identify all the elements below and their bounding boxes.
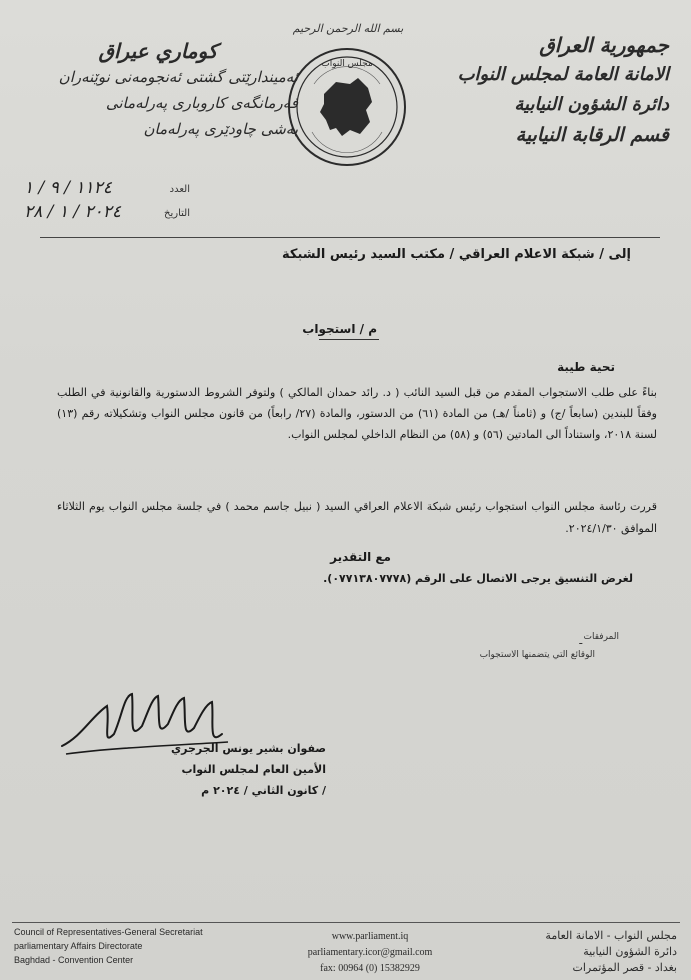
footer-fax: fax: 00964 (0) 15382929 [320, 963, 420, 974]
letterhead-line: قسم الرقابة النيابية [515, 124, 669, 146]
footer-english [14, 925, 274, 967]
attachments-label: المرفقات [583, 632, 619, 642]
letterhead-line: دائرة الشؤون النيابية [514, 94, 669, 115]
letterhead-line: جمهورية العراق [539, 33, 669, 57]
footer-line: بغداد - قصر المؤتمرات [572, 961, 677, 974]
letterhead-line: كوماري عيراق [98, 39, 218, 63]
letterhead-line: بەشی چاودێری پەرلەمان [143, 120, 298, 138]
number-label: العدد [169, 184, 190, 195]
signatory-name: صفوان بشير يونس الجرجري [171, 742, 326, 755]
footer-line: Baghdad - Convention Center [14, 955, 134, 965]
signatory-block [76, 738, 326, 801]
number-value: ١١٢٤ / ٩ / ١ [24, 178, 112, 198]
footer-email: parliamentary.icor@gmail.com [307, 947, 433, 958]
body-paragraph-2: قررت رئاسة مجلس النواب استجواب رئيس شبكة الاعلام العراقي السيد ( نبيل جاسم محمد ) في جلسة مجلس النواب يوم الثلاثاء الموافق ٢٠٢٤/١/٣٠. [57, 500, 657, 535]
coordination-note: لغرض التنسيق يرجى الاتصال على الرقم (٠٧٧١٣٨٠٧٧٧٨). [323, 572, 633, 585]
date-label: التاريخ [164, 208, 190, 219]
subject-line: م / استجواب [302, 322, 377, 336]
kurdish-letterhead [18, 38, 298, 142]
letterhead-line: فەرمانگەی كاروباری پەرلەمانی [105, 94, 298, 112]
recipient-line: إلى / شبكة الاعلام العراقي / مكتب السيد رئيس الشبكة [282, 247, 631, 262]
body-paragraph-1: بناءً على طلب الاستجواب المقدم من قبل السيد النائب ( د. رائد حمدان المالكي ) ولتوفر الشروط الدستورية والقانونية في الطلب وفقاً للبندين (سابعاً /ج) و (ثامناً /هـ) من المادة (٦١) من الدستور، والمادة (٢٧/ رابعاً) من قانون مجلس النواب وتشكيلاته رقم (١٣) لسنة ٢٠١٨، واستناداً الى المادتين (٥٦) و (٥٨) من النظام الداخلي لمجلس النواب. [57, 386, 657, 441]
basmala: بسم الله الرحمن الرحيم [292, 22, 404, 35]
footer-contact [285, 929, 455, 977]
letterhead-line: الامانة العامة لمجلس النواب [457, 64, 669, 85]
attachments-dash: - [578, 636, 583, 650]
date-value: ٢٠٢٤ / ١ / ٢٨ [24, 202, 122, 222]
footer-website: www.parliament.iq [331, 931, 409, 942]
parliament-emblem-icon [284, 44, 410, 170]
subject-underline [319, 339, 379, 340]
greeting: تحية طيبة [557, 360, 615, 374]
closing-regards: مع التقدير [330, 550, 391, 564]
footer-line: مجلس النواب - الامانة العامة [545, 929, 677, 942]
footer-arabic [507, 928, 677, 976]
footer-divider [12, 922, 680, 923]
footer-line: Council of Representatives-General Secretariat [14, 927, 203, 937]
footer-line: parliamentary Affairs Directorate [14, 941, 143, 951]
arabic-letterhead [419, 30, 669, 150]
attachment-item: الوقائع التي يتضمنها الاستجواب [479, 650, 595, 660]
reference-block [20, 178, 190, 226]
letterhead-line: ئەمیندارێتی گشتی ئەنجومەنی نوێنەران [58, 68, 298, 86]
signature-date: / كانون الثاني / ٢٠٢٤ م [201, 784, 326, 797]
header-divider [40, 237, 660, 238]
signatory-title: الأمين العام لمجلس النواب [181, 763, 326, 776]
emblem-text: مجلس النواب [321, 59, 373, 69]
footer-line: دائرة الشؤون النيابية [583, 945, 677, 958]
